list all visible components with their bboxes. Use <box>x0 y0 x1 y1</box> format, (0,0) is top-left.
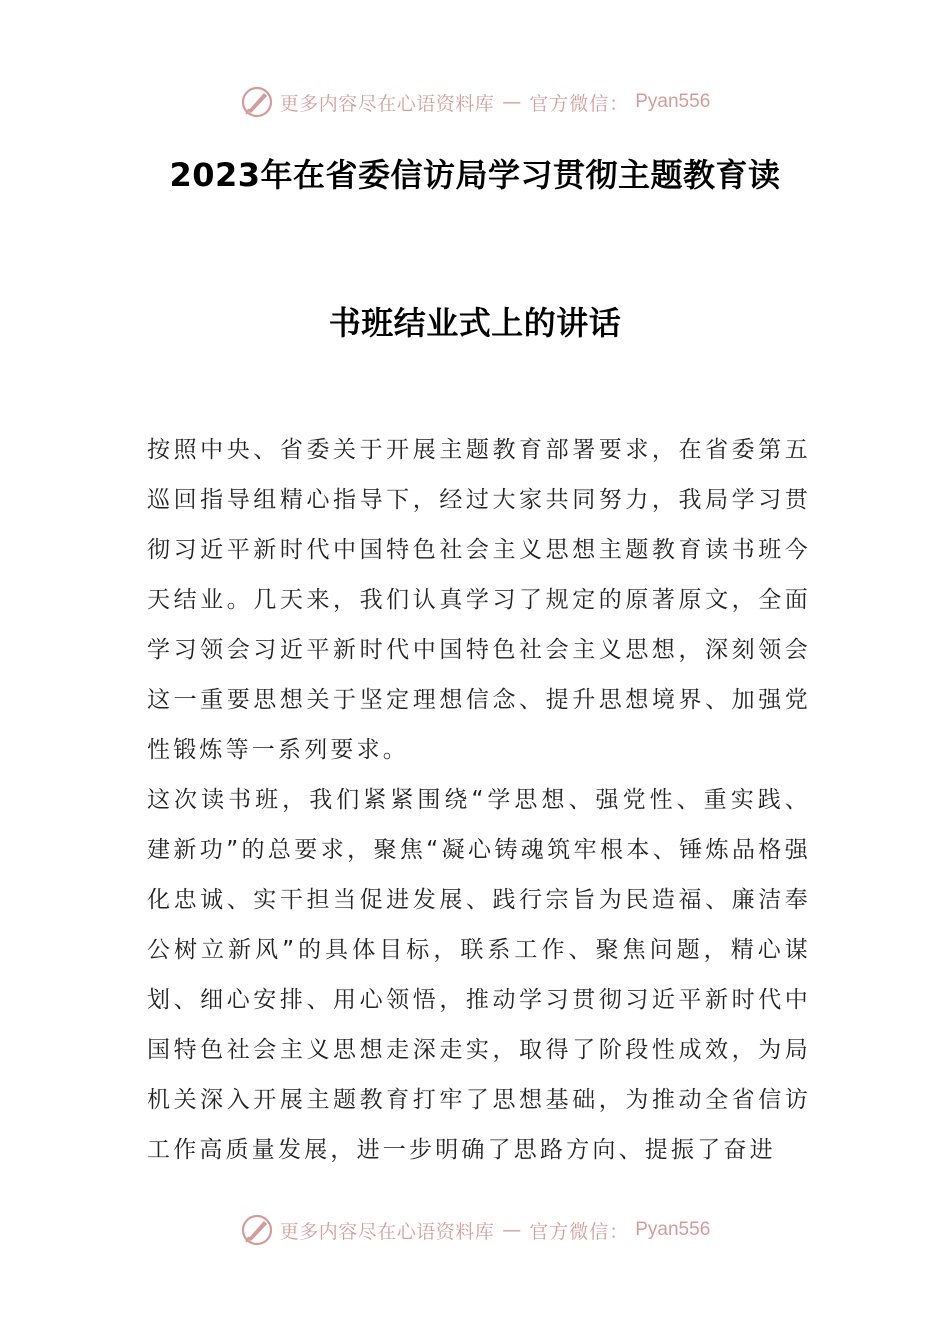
watermark-brand: 更多内容尽在心语资料库 <box>279 1220 495 1243</box>
document-title-line-2: 书班结业式上的讲话 <box>328 304 622 342</box>
watermark-brand: 更多内容尽在心语资料库 <box>279 92 495 115</box>
watermark-wechat-label: 官方微信： <box>529 1220 630 1243</box>
watermark-dash: — <box>502 91 522 113</box>
footer-watermark <box>0 1210 950 1250</box>
document-title-line-1: 2023年在省委信访局学习贯彻主题教育读 <box>169 156 781 194</box>
document-body <box>147 425 811 1175</box>
watermark-dash: — <box>502 1219 522 1241</box>
quill-circle-logo-icon <box>240 85 274 119</box>
watermark-wechat-label: 官方微信： <box>529 92 630 115</box>
header-watermark <box>0 82 950 122</box>
body-paragraph-2: 这次读书班，我们紧紧围绕“学思想、强党性、重实践、建新功”的总要求，聚焦“凝心铸魂筑牢根本、锤炼品格强化忠诚、实干担当促进发展、践行宗旨为民造福、廉洁奉公树立新风”的具体目标，联系工作、聚焦问题，精心谋划、细心安排、用心领悟，推动学习贯彻习近平新时代中国特色社会主义思想走深走实，取得了阶段性成效，为局机关深入开展主题教育打牢了思想基础，为推动全省信访工作高质量发展，进一步明确了思路方向、提振了奋进 <box>147 787 811 1163</box>
body-paragraph-1: 按照中央、省委关于开展主题教育部署要求，在省委第五巡回指导组精心指导下，经过大家共同努力，我局学习贯彻习近平新时代中国特色社会主义思想主题教育读书班今天结业。几天来，我们认真学习了规定的原著原文，全面学习领会习近平新时代中国特色社会主义思想，深刻领会这一重要思想关于坚定理想信念、提升思想境界、加强党性锻炼等一系列要求。 <box>147 437 811 763</box>
watermark-wechat-id: Pyan556 <box>635 1219 711 1240</box>
quill-circle-logo-icon <box>240 1213 274 1247</box>
watermark-wechat-id: Pyan556 <box>635 91 711 112</box>
